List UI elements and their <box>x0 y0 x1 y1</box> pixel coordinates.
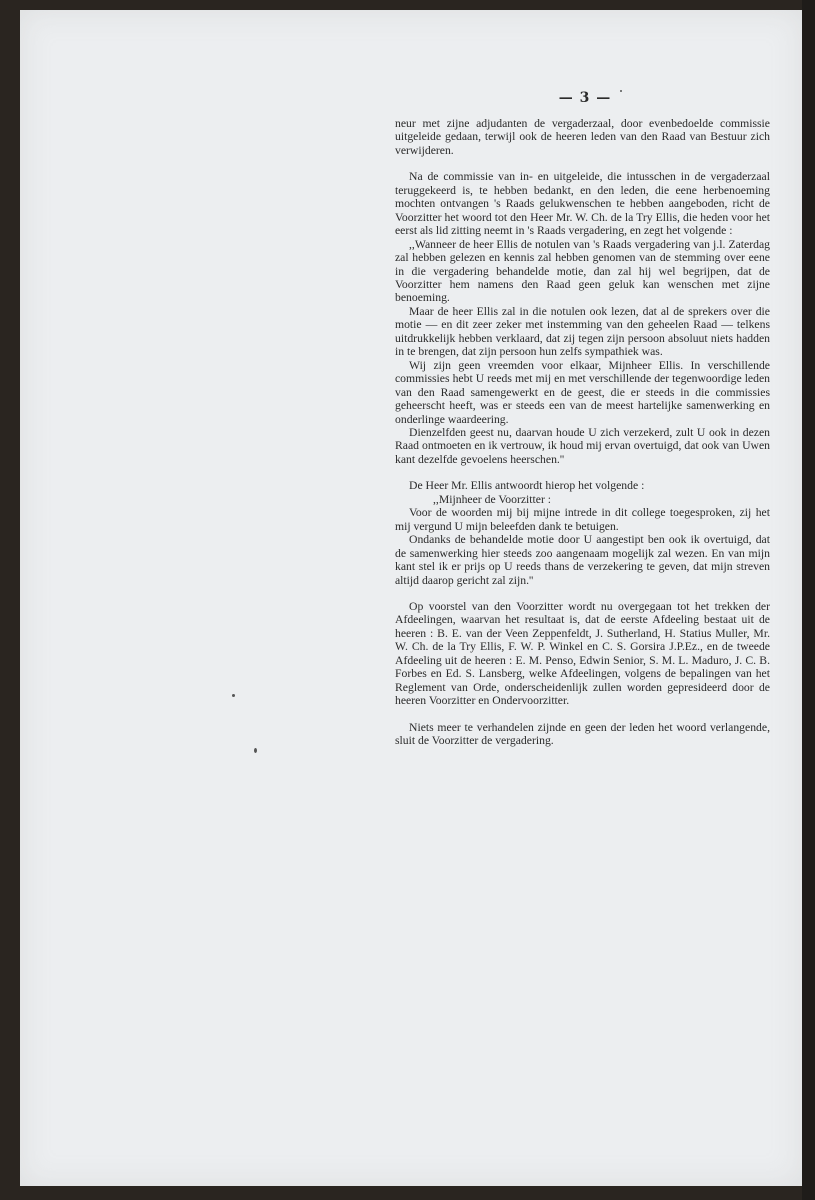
scanner-edge <box>802 0 815 1200</box>
text-column <box>395 117 770 747</box>
quoted-speech: Ondanks de behandelde motie door U aangestipt ben ook ik overtuigd, dat de samenwerking hier steeds zoo aangenaam mogelijk zal wezen. En van mijn kant stel ik er prijs op U reeds thans de verzekering te geven, dat mijn streven altijd daarop gericht zal zijn.'' <box>395 533 770 587</box>
paragraph: De Heer Mr. Ellis antwoordt hierop het volgende : <box>409 479 645 493</box>
paper-speck <box>620 90 622 92</box>
paragraph: Op voorstel van den Voorzitter wordt nu overgegaan tot het trekken der Afdeelingen, waarvan het resultaat is, dat de eerste Afdeeling bestaat uit de heeren : B. E. van der Veen Zeppenfeldt, J. Sutherland, H. Statius Muller, Mr. W. Ch. de la Try Ellis, F. W. P. Winkel en C. S. Gorsira J.P.Ez., en de tweede Afdeeling uit de heeren : E. M. Penso, Edwin Senior, S. M. L. Maduro, J. C. B. Forbes en Ed. S. Lansberg, welke Afdeelingen, volgens de bepalingen van het Reglement van Orde, onderscheidenlijk zullen worden gepresideerd door de heeren Voorzitter en Ondervoorzitter. <box>395 599 770 708</box>
page-number: — 3 — <box>558 90 612 106</box>
paragraph: neur met zijne adjudanten de vergaderzaal, door evenbedoelde commissie uitgeleide gedaan, terwijl ook de heeren leden van den Raad van Bestuur zich verwijderen. <box>395 117 770 157</box>
paper-speck <box>232 694 235 697</box>
quoted-speech: Wij zijn geen vreemden voor elkaar, Mijnheer Ellis. In verschillende commissies hebt U reeds met mij en met verschillende der tegenwoordige leden van den Raad samengewerkt en de geest, die er steeds in die commissies geheerscht heeft, was er steeds een van de meest hartelijke samenwerking en onderlinge waardeering. <box>395 358 770 426</box>
paragraph: Na de commissie van in- en uitgeleide, die intusschen in de vergaderzaal teruggekeerd is, te hebben bedankt, en den leden, die eene herbenoeming mochten ontvangen 's Raads gelukwenschen te hebben aangeboden, richt de Voorzitter het woord tot den Heer Mr. W. Ch. de la Try Ellis, die heden voor het eerst als lid zitting neemt in 's Raads vergadering, en zegt het volgende : <box>395 170 770 238</box>
quoted-speech: Voor de woorden mij bij mijne intrede in dit college toegesproken, zij het mij vergund U mijn beleefden dank te betuigen. <box>395 506 770 533</box>
paragraph: Niets meer te verhandelen zijnde en geen der leden het woord verlangende, sluit de Voorzitter de vergadering. <box>395 720 770 748</box>
quoted-speech: ,,Wanneer de heer Ellis de notulen van 's Raads vergadering van j.l. Zaterdag zal hebben gelezen en kennis zal hebben genomen van de stemming over eene in die vergadering behandelde motie, dan zal hij wel begrijpen, dat de Voorzitter hem namens den Raad geen geluk kan wenschen met zijne benoeming. <box>395 237 770 305</box>
quoted-speech: Maar de heer Ellis zal in die notulen ook lezen, dat al de sprekers over die motie — en dit zeer zeker met instemming van den geheelen Raad — telkens uitdrukkelijk hebben verklaard, dat zij tegen zijn persoon absoluut niets hadden in te brengen, dat zijn persoon hun zelfs sympathiek was. <box>395 304 770 359</box>
quoted-speech: Dienzelfden geest nu, daarvan houde U zich verzekerd, zult U ook in dezen Raad ontmoeten en ik vertrouw, ik houd mij ervan overtuigd, dat ook van Uwen kant dezelfde gevoelens heerschen.'' <box>395 425 770 466</box>
paper-speck <box>254 748 257 753</box>
salutation: ,,Mijnheer de Voorzitter : <box>433 492 552 506</box>
